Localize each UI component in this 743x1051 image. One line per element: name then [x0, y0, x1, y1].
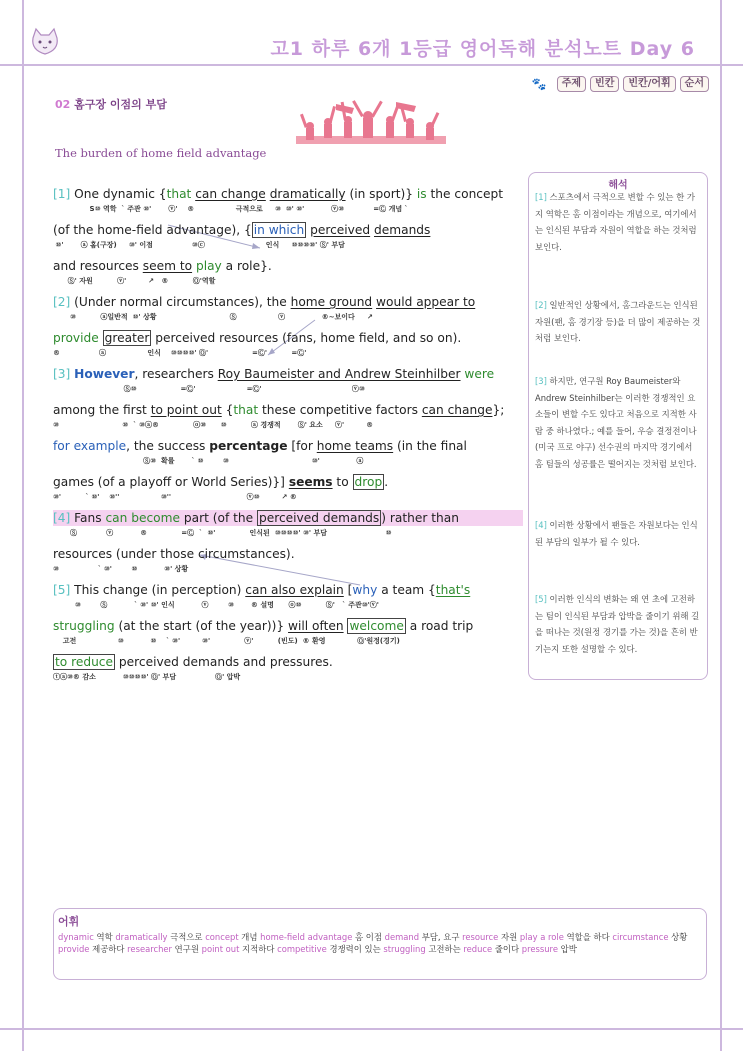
text-run: and resources: [53, 259, 143, 273]
vocab-meaning: 역학: [96, 932, 113, 942]
grammar-annotation: Ⓢ ⓥ ® =Ⓒ ˋ ⑩' 인식된 ⑩⑩⑩⑩' ⑩' 부담 ⑩: [53, 529, 392, 537]
text-run: [: [343, 583, 353, 597]
vocab-word: reduce: [463, 944, 493, 954]
noun-phrase: home teams: [316, 439, 394, 453]
text-run: these competitive factors: [258, 403, 422, 417]
grammar-annotation: ® ⓐ 인식 ⑩⑩⑩⑩' Ⓞ' =Ⓒ' =Ⓒ': [53, 349, 307, 357]
vocab-word: competitive: [277, 944, 327, 954]
infinitive-verb: drop: [354, 475, 383, 489]
sentence-number: [3]: [53, 367, 71, 381]
vocab-meaning: 제공하다: [92, 944, 125, 954]
relative-phrase: in which: [253, 223, 305, 237]
comparative-adjective: greater: [104, 331, 150, 345]
page-title: 고1 하루 6개 1등급 영어독해 분석노트 Day 6: [270, 38, 695, 60]
grammar-annotation: ⓣⓐ⑩® 감소 ⑩⑩⑩⑩' Ⓞ' 부담 Ⓞ' 압박: [53, 673, 241, 681]
grammar-annotation: ⑩' ⓐ 홈(구장) ⑩' 이점 ⑩ⓒ 인식 ⑩⑩⑩⑩' Ⓢ' 부담: [53, 241, 345, 249]
sentence-number: [4]: [535, 520, 547, 530]
text-run: (in the final: [393, 439, 467, 453]
translation-panel: [528, 172, 708, 680]
text-run: .: [328, 655, 333, 669]
text-run: , researchers: [134, 367, 218, 381]
sentence-number: [5]: [535, 594, 547, 604]
main-verb: seems: [288, 475, 333, 489]
vocab-word: point out: [201, 944, 240, 954]
verb-phrase: can also explain: [245, 583, 344, 597]
sentence-number: [1]: [53, 187, 71, 201]
passage-line: [53, 618, 523, 634]
tag-order: 순서: [680, 76, 709, 92]
passage-line: [53, 474, 523, 490]
text-run: };: [492, 403, 505, 417]
grammar-annotation: Ⓢ⑩ =Ⓒ' =Ⓒ' ⓥ⑩: [53, 385, 365, 393]
vocab-word: resource: [462, 932, 499, 942]
sentence-number: [1]: [535, 192, 547, 202]
text-run: resources (under those circumstances).: [53, 547, 295, 561]
vocab-word: home-field advantage: [260, 932, 353, 942]
vocab-meaning: 극적으로: [170, 932, 203, 942]
passage-line: [53, 222, 523, 238]
vocab-meaning: 지적하다: [242, 944, 275, 954]
passage-line: [53, 438, 523, 454]
text-run: perceived demands and pressures: [115, 655, 329, 669]
vocab-word: dynamic: [58, 932, 94, 942]
grammar-annotation: Ⓢ⑩ 확률 ˋ ⑩ ⑩ ⑩' ⓐ: [53, 457, 364, 465]
verb-phrase: can change: [421, 403, 493, 417]
text-run: , the success: [126, 439, 210, 453]
infinitive-verb: provide: [53, 331, 99, 345]
grammar-annotation: ⑩ Ⓢ ˋ ⑩' ⑩' 인식 ⓥ ⑩ ® 설명 ⓞ⑩ Ⓢ' ˋ 주관⑩'ⓥ': [53, 601, 379, 609]
vocab-word: provide: [58, 944, 90, 954]
main-verb: were: [464, 367, 495, 381]
vocabulary-list: [58, 931, 702, 955]
participle: struggling: [53, 619, 115, 633]
vocab-meaning: 경쟁력이 있는: [329, 944, 381, 954]
grammar-annotation: 고전 ⑩ ⑩ ˋ ⑩' ⑩' ⓥ' (빈도) ® 환영 Ⓞ'원정(경기): [53, 637, 400, 645]
vocab-word: concept: [205, 932, 239, 942]
text-run: (Under normal circumstances), the: [74, 295, 291, 309]
text-run: a role}.: [225, 259, 272, 273]
annotated-passage: [53, 186, 523, 690]
tag-blank-vocab: 빈칸/어휘: [623, 76, 675, 92]
vocab-meaning: 자원: [500, 932, 518, 942]
vocab-meaning: 줄이다: [494, 944, 520, 954]
passage-line: [53, 546, 523, 562]
infinitive-phrase: to point out: [150, 403, 222, 417]
vocab-meaning: 개념: [241, 932, 258, 942]
text-run: {: [225, 403, 234, 417]
translation-text: 이러한 상황에서 팬들은 자원보다는 인식된 부담의 일부가 될 수 있다.: [535, 520, 698, 547]
infinitive-verb: play: [195, 259, 222, 273]
noun-phrase: perceived demands: [258, 511, 380, 525]
translation-paragraph: [535, 517, 703, 550]
tag-topic: 주제: [557, 76, 586, 92]
passage-line-highlighted: [53, 510, 523, 526]
text-run: (at the start (of the year))}: [114, 619, 289, 633]
text-run: One dynamic {: [74, 187, 167, 201]
vocab-meaning: 고전하는: [428, 944, 461, 954]
translation-paragraph: [535, 373, 703, 472]
conjunction: that: [233, 403, 259, 417]
translation-text: 스포츠에서 극적으로 변할 수 있는 한 가지 역학은 홈 이점이라는 개념으로, 여기에서는 인식된 부담과 자원이 역할을 하는 것처럼 보인다.: [535, 192, 697, 252]
interrogative: why: [352, 583, 378, 597]
text-run: among the first: [53, 403, 151, 417]
text-run: [for: [287, 439, 317, 453]
vocab-meaning: 연구원: [174, 944, 199, 954]
translation-heading: 해석: [608, 180, 628, 191]
translation-paragraph: [535, 591, 703, 657]
text-run: a team {: [377, 583, 436, 597]
passage-line: [53, 294, 523, 310]
translation-text: 이러한 인식의 변화는 왜 연 초에 고전하는 팀이 인식된 부담과 압박을 줄이기 위해 길을 떠나는 것(원정 경기를 가는 것)을 흔히 반기는지 또한 설명할 수 있다.: [535, 594, 700, 654]
subject-noun: demands: [374, 223, 431, 237]
vocab-meaning: 압박: [560, 944, 577, 954]
vocab-word: struggling: [383, 944, 426, 954]
section-title-text: 홈구장 이점의 부담: [74, 98, 167, 111]
section-number: 02: [55, 98, 71, 111]
text-run: the concept: [430, 187, 504, 201]
text-run: .: [384, 475, 389, 489]
passage-line: [53, 186, 523, 202]
passage-line: [53, 330, 523, 346]
sentence-number: [5]: [53, 583, 71, 597]
translation-paragraph: [535, 189, 703, 255]
main-verb: can become: [105, 511, 180, 525]
connective: However: [74, 367, 135, 381]
vocab-meaning: 홈 이점: [355, 932, 382, 942]
vocab-word: pressure: [521, 944, 558, 954]
vocab-word: researcher: [127, 944, 172, 954]
vocab-word: play a role: [519, 932, 564, 942]
grammar-annotation: ⑩' ˋ ⑩' ⑩'' ⑩'' ⓥ⑩ ↗ ®: [53, 493, 297, 501]
translation-text: 하지만, 연구원 Roy Baumeister와 Andrew Steinhilber는 이러한 경쟁적인 요소들이 변할 수도 있다고 처음으로 지적한 사람 중 하나였다.; 예를 들어, 우승 결정전이나 (미국 프로 야구) 선수권의 마지막 경기에서 홈 팀들의 성공률은 떨어지는 것처럼 보인다.: [535, 376, 697, 469]
text-run: part (of the: [179, 511, 257, 525]
appositive-names: Roy Baumeister and Andrew Steinhilber: [217, 367, 461, 381]
sentence-number: [2]: [53, 295, 71, 309]
grammar-annotation: ⑩ ⑩ ˋ ⑩ⓐ® ⓞ⑩ ⑩ ⓐ 경쟁적 Ⓢ' 요소 ⓥ' ®: [53, 421, 374, 429]
passage-line: [53, 654, 523, 670]
sentence-number: [2]: [535, 300, 547, 310]
text-run: This change (in perception): [74, 583, 246, 597]
passage-line: [53, 582, 523, 598]
vocab-meaning: 상황: [671, 932, 688, 942]
text-run: a road trip: [405, 619, 474, 633]
text-run: (of the home-field advantage), {: [53, 223, 252, 237]
vocabulary-panel: [53, 908, 707, 980]
translation-paragraph: [535, 297, 703, 347]
passage-line: [53, 258, 523, 274]
text-run: to: [332, 475, 353, 489]
relative-pronoun: that: [166, 187, 192, 201]
vocab-meaning: 역할을 하다: [566, 932, 610, 942]
text-run: ) rather than: [381, 511, 459, 525]
sentence-number: [4]: [53, 511, 71, 525]
passage-title: The burden of home field advantage: [55, 146, 267, 160]
passage-line: [53, 402, 523, 418]
text-run: (in sport)}: [349, 187, 414, 201]
adjective: perceived: [155, 331, 216, 345]
verb-phrase: will often: [288, 619, 344, 633]
vocabulary-heading: 어휘: [58, 915, 80, 928]
text-run: games (of a playoff or World Series)}]: [53, 475, 289, 489]
text-run: Fans: [74, 511, 106, 525]
verb-phrase: seem to: [142, 259, 193, 273]
subject-noun: home ground: [290, 295, 373, 309]
infinitive-phrase: to reduce: [55, 655, 114, 669]
passage-line: [53, 366, 523, 382]
connective: for example: [53, 439, 127, 453]
main-verb: is: [416, 187, 427, 201]
grammar-annotation: Ⓢ' 자원 ⓥ' ↗ ® Ⓞ'역할: [53, 277, 216, 285]
vocab-word: dramatically: [115, 932, 168, 942]
tag-blank: 빈칸: [590, 76, 619, 92]
relative-pronoun: that's: [435, 583, 471, 597]
adverb: dramatically: [269, 187, 346, 201]
vocab-meaning: 부담, 요구: [421, 932, 460, 942]
main-verb: welcome: [349, 619, 404, 633]
vocab-word: demand: [384, 932, 420, 942]
adjective: perceived: [310, 223, 371, 237]
translation-text: 일반적인 상황에서, 홈그라운드는 인식된 자원(팬, 홈 경기장 등)을 더 많이 제공하는 것처럼 보인다.: [535, 300, 701, 343]
verb-phrase: can change: [195, 187, 266, 201]
sentence-number: [3]: [535, 376, 547, 386]
subject-noun: percentage: [209, 439, 288, 453]
paw-icon: 🐾: [531, 77, 547, 91]
vocab-word: circumstance: [612, 932, 669, 942]
verb-phrase: would appear to: [376, 295, 476, 309]
grammar-annotation: ⑩ ˋ ⑩' ⑩ ⑩' 상황: [53, 565, 189, 573]
grammar-annotation: ⑩ ⓐ일반적 ⑩' 상황 Ⓢ ⓥ ®~보이다 ↗: [53, 313, 373, 321]
text-run: resources (fans, home field, and so on).: [219, 331, 462, 345]
grammar-annotation: S⑩ 역학 ˋ 주관 ⑩' ⓥ' ® 극적으로 ⑩ ⑩' ⑩' ⓥ⑩ =Ⓒ 개념 ˋ: [53, 205, 409, 213]
